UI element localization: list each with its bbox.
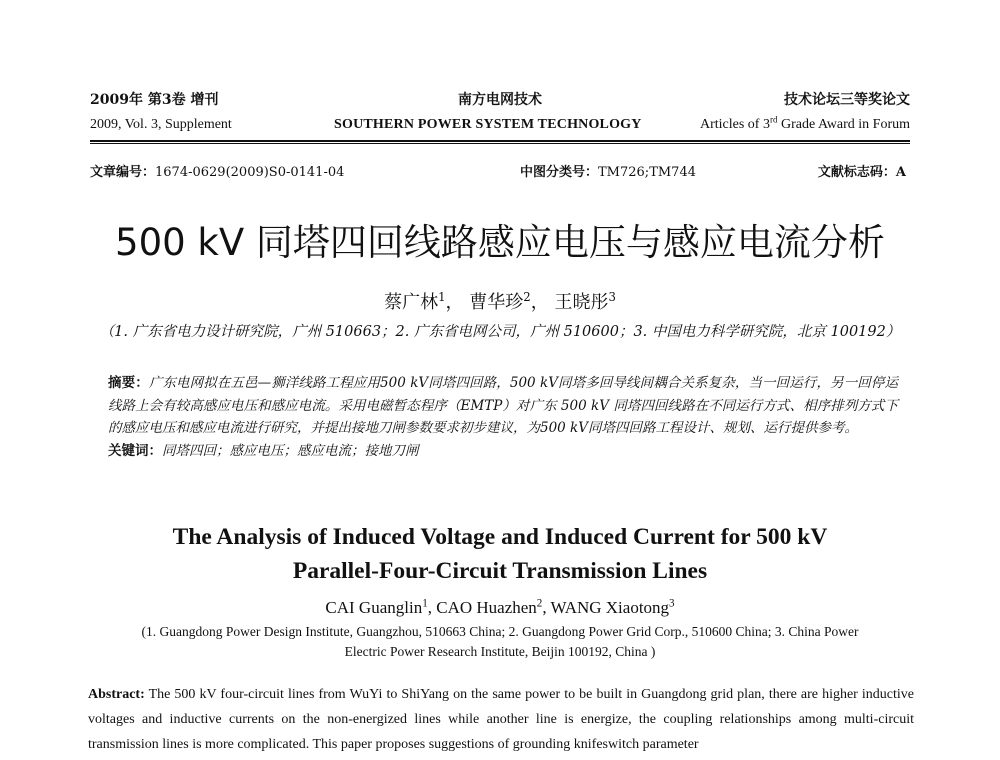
abstract-text-cn: 广东电网拟在五邑—狮洋线路工程应用500 kV同塔四回路，500 kV同塔多回导线间耦合关系复杂，当一回运行，另一回停运线路上会有较高感应电压和感应电流。采用电磁暂态程序（EMTP）对广东 500 kV 同塔四回线路在不同运行方式、相序排列方式下的感应电压和感应电流进行研究，并提出接地刀闸参数要求初步建议，为500 kV同塔四回路工程设计、规划、运行提供参考。 xyxy=(108,375,898,436)
document-code: 文献标志码：A xyxy=(817,165,906,180)
authors-en: CAI Guanglin$^1$, CAO Huazhen$^2$, WANG Xiaotong$^3$ xyxy=(325,597,675,617)
article-number: 文章编号：1674-0629(2009)S0-0141-04 xyxy=(90,165,345,180)
affiliation-cn: （1. 广东省电力设计研究院，广州 510663；2. 广东省电网公司，广州 510600；3. 中国电力科学研究院，北京 100192） xyxy=(99,324,901,340)
author-name: 王晓彤 xyxy=(554,292,609,313)
abstract-en xyxy=(88,682,914,757)
clc-number: 中图分类号：TM726;TM744 xyxy=(520,165,696,180)
author-name: 曹华珍 xyxy=(469,292,524,313)
affiliation-en: (1. Guangdong Power Design Institute, Guangzhou, 510663 China; 2. Guangdong Power Grid Corp., 510600 China; 3. China Power Electric Power Research Institute, Beijin 100192, China ) xyxy=(141,624,859,659)
header-rule xyxy=(90,140,910,142)
abstract-label-cn: 摘要： xyxy=(108,375,149,391)
paper-title-en: The Analysis of Induced Voltage and Induced Current for 500 kV Parallel-Four-Circuit Transmission Lines xyxy=(172,524,828,584)
author-name: CAO Huazhen xyxy=(436,598,537,617)
author-name: WANG Xiaotong xyxy=(550,598,670,617)
paper-title-cn: 500 kV 同塔四回线路感应电压与感应电流分析 xyxy=(115,221,885,264)
abstract-label-en: Abstract: xyxy=(88,687,145,702)
author-name: CAI Guanglin xyxy=(325,598,423,617)
keywords-label-cn: 关键词： xyxy=(108,442,162,459)
award-label-en: Articles of 3rd Grade Award in Forum xyxy=(699,114,910,132)
header-rule-thin xyxy=(90,143,910,144)
authors-cn: 蔡广林$^1$， 曹华珍$^2$， 王晓彤$^3$ xyxy=(384,290,616,313)
journal-issue-en: 2009, Vol. 3, Supplement xyxy=(90,117,232,132)
abstract-cn xyxy=(108,372,898,462)
keywords-text-cn: 同塔四回；感应电压；感应电流；接地刀闸 xyxy=(162,442,419,459)
award-label-cn: 技术论坛三等奖论文 xyxy=(784,92,910,108)
author-name: 蔡广林 xyxy=(384,292,439,313)
journal-issue-cn: 2009年 第3卷 增刊 xyxy=(90,92,219,108)
journal-name-en: SOUTHERN POWER SYSTEM TECHNOLOGY xyxy=(334,117,642,132)
abstract-text-en: The 500 kV four-circuit lines from WuYi to ShiYang on the same power to be built in Guangdong grid plan, there are higher inductive voltages and inductive currents on the non-energized lines while another line is energize, the coupling relationships among multi-circuit transmission lines is more complicated. This paper proposes suggestions of grounding knifeswitch parameter xyxy=(88,687,914,752)
journal-name-cn: 南方电网技术 xyxy=(458,92,542,108)
